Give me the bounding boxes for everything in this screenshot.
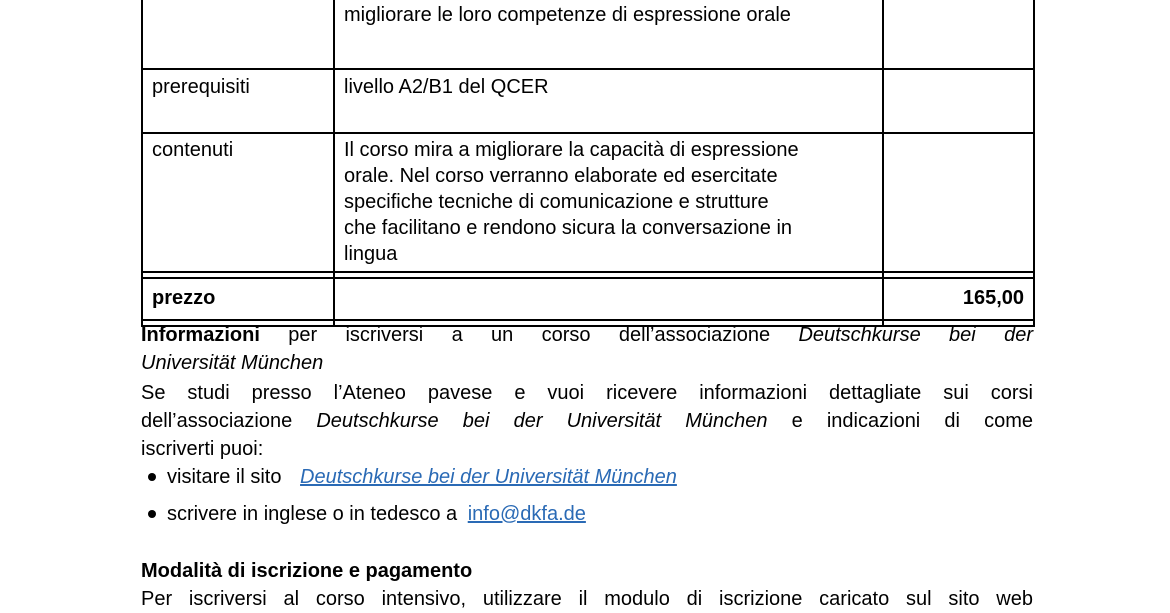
bullet-icon [148, 473, 156, 481]
table-row-contenuti [142, 133, 1034, 272]
enroll-line2-italic: Deutschkurse bei der Universität München [316, 410, 768, 432]
bullet-icon [148, 510, 156, 518]
enroll-line2-post: e indicazioni di come [767, 410, 1033, 432]
enroll-line2 [141, 407, 1033, 435]
contenuti-line: lingua [344, 243, 398, 265]
email-link[interactable]: info@dkfa.de [467, 503, 586, 525]
prerequisiti-label: prerequisiti [152, 76, 250, 98]
prerequisiti-value-cell [883, 69, 1034, 133]
contenuti-line: orale. Nel corso verranno elaborate ed esercitate [344, 165, 778, 187]
contenuti-label: contenuti [152, 139, 234, 161]
table-row-prerequisiti [142, 69, 1034, 133]
bullet1-text: visitare il sito [167, 466, 282, 488]
cutoff-value-cell [883, 0, 1034, 69]
table-row-prezzo [142, 278, 1034, 320]
intro-line1-rest: per iscriversi a un corso dell’associazione [259, 324, 799, 346]
enroll-line1: Se studi presso l’Ateneo pavese e vuoi ricevere informazioni dettagliate sui corsi [141, 382, 1033, 404]
contenuti-line: Il corso mira a migliorare la capacità di espressione [344, 139, 799, 161]
bullet2-text: scrivere in inglese o in tedesco a [167, 503, 458, 525]
enroll-line2-pre: dell’associazione [141, 410, 317, 432]
contenuti-content-cell [334, 133, 883, 272]
cutoff-label-cell [142, 0, 334, 69]
cutoff-content-text: migliorare le loro competenze di espressione orale [344, 4, 791, 26]
intro-line1 [141, 321, 1033, 349]
modalita-paragraph-cutoff: Per iscriversi al corso intensivo, utilizzare il modulo di iscrizione caricato sul sito web [141, 588, 1033, 610]
table-row-cutoff [142, 0, 1034, 69]
contenuti-line: specifiche tecniche di comunicazione e strutture [344, 191, 769, 213]
contenuti-line: che facilitano e rendono sicura la conversazione in [344, 217, 793, 239]
modalita-heading: Modalità di iscrizione e pagamento [141, 560, 473, 582]
intro-bold-lead: Informazioni [141, 324, 260, 346]
enroll-info-paragraph [141, 379, 1033, 463]
prerequisiti-content: livello A2/B1 del QCER [344, 76, 549, 98]
bullet-item-visit-site [141, 463, 1033, 491]
bullet-item-write-email [141, 500, 1033, 528]
contenuti-label-cell [142, 133, 334, 272]
prezzo-content-cell [334, 278, 883, 320]
enroll-line3: iscriverti puoi: [141, 438, 264, 460]
cutoff-content-cell [334, 0, 883, 69]
intro-paragraph [141, 321, 1033, 377]
intro-line2-italic: Universität München [141, 352, 324, 374]
intro-line2 [141, 349, 1033, 377]
prerequisiti-content-cell [334, 69, 883, 133]
course-table [141, 0, 1039, 309]
contenuti-value-cell [883, 133, 1034, 272]
prerequisiti-label-cell [142, 69, 334, 133]
course-table-grid [141, 0, 1035, 327]
prezzo-label-cell [142, 278, 334, 320]
intro-line1-italic: Deutschkurse bei der [798, 324, 1033, 346]
prezzo-label: prezzo [152, 287, 216, 309]
prezzo-amount: 165,00 [962, 287, 1024, 309]
prezzo-amount-cell [883, 278, 1034, 320]
site-link[interactable]: Deutschkurse bei der Universität München [300, 466, 677, 488]
